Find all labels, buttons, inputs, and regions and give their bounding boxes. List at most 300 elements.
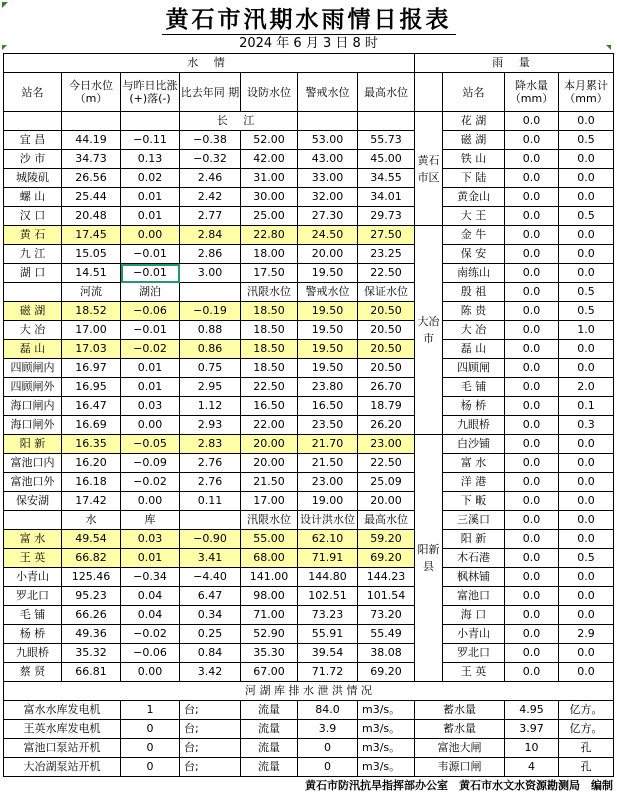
- rainfall-value: 0.0: [505, 169, 559, 188]
- lake-section-label: 湖泊: [121, 283, 180, 302]
- river-last-year-cell: 0.86: [180, 340, 241, 359]
- river-c3-cell: 25.09: [358, 473, 415, 492]
- rainfall-value: 0.0: [505, 530, 559, 549]
- rain-station-name: 三溪口: [443, 511, 505, 530]
- storage-unit: 孔: [559, 758, 614, 777]
- rainfall-value: 0.0: [505, 511, 559, 530]
- reservoir-last-year-cell: 3.41: [180, 549, 241, 568]
- river-name-cell: 海口闸外: [4, 416, 62, 435]
- rainfall-value: 0.0: [505, 587, 559, 606]
- discharge-flow-value: 0: [298, 758, 358, 777]
- storage-label: 蓄水量: [415, 720, 505, 739]
- storage-unit: 亿方。: [559, 701, 614, 720]
- month-total-value: 0.0: [559, 644, 614, 663]
- month-total-value: 0.0: [559, 226, 614, 245]
- yangtze-highest-cell: 34.55: [358, 169, 415, 188]
- yangtze-highest-cell: 45.00: [358, 150, 415, 169]
- discharge-facility-name: 富池口泵站开机: [4, 739, 121, 758]
- reservoir-diff-cell: 0.04: [121, 606, 180, 625]
- rain-station-name: 白沙铺: [443, 435, 505, 454]
- table-row: [4, 530, 614, 549]
- river-section-label: 河流: [62, 283, 121, 302]
- reservoir-c2-cell: 71.91: [298, 549, 358, 568]
- river-c1-cell: 21.50: [241, 473, 298, 492]
- yangtze-diff-cell: −0.01: [121, 245, 180, 264]
- design-flood-col-header: 设计洪水位: [298, 511, 358, 530]
- report-footer: 黄石市防汛抗旱指挥部办公室 黄石市水文水资源勘测局 编制: [305, 779, 613, 792]
- section-spacer: [4, 511, 62, 530]
- flood-limit-col-header: 汛限水位: [241, 511, 298, 530]
- reservoir-section-label: 水: [62, 511, 121, 530]
- reservoir-name-cell: 王 英: [4, 549, 62, 568]
- reservoir-c2-cell: 144.80: [298, 568, 358, 587]
- table-row: [4, 701, 614, 720]
- yangtze-name-cell: 黄 石: [4, 226, 62, 245]
- storage-unit: 孔: [559, 739, 614, 758]
- discharge-flow-label: 流量: [241, 701, 298, 720]
- yangtze-diff-cell: −0.01: [121, 264, 180, 283]
- river-c2-cell: 23.50: [298, 416, 358, 435]
- rain-station-name: 保 安: [443, 245, 505, 264]
- reservoir-section-label: 库: [121, 511, 180, 530]
- river-diff-cell: −0.09: [121, 454, 180, 473]
- table-row: [4, 397, 614, 416]
- section-spacer: [358, 112, 415, 131]
- reservoir-today-cell: 49.54: [62, 530, 121, 549]
- table-row: [4, 264, 614, 283]
- yangtze-warning-cell: 27.30: [298, 207, 358, 226]
- rain-group-col-header: [415, 73, 443, 112]
- month-total-value: 0.0: [559, 587, 614, 606]
- reservoir-name-cell: 小青山: [4, 568, 62, 587]
- rain-station-name: 毛 铺: [443, 378, 505, 397]
- table-row: [4, 720, 614, 739]
- section-spacer: [180, 511, 241, 530]
- rain-station-name: 富池口: [443, 587, 505, 606]
- yangtze-last-year-cell: −0.38: [180, 131, 241, 150]
- month-total-value: 0.0: [559, 473, 614, 492]
- river-diff-cell: −0.06: [121, 302, 180, 321]
- table-row: [4, 435, 614, 454]
- table-row: [4, 207, 614, 226]
- discharge-count-unit: 台;: [180, 701, 241, 720]
- discharge-count: 1: [121, 701, 180, 720]
- river-name-cell: 阳 新: [4, 435, 62, 454]
- discharge-flow-label: 流量: [241, 720, 298, 739]
- river-today-cell: 18.52: [62, 302, 121, 321]
- discharge-flow-value: 84.0: [298, 701, 358, 720]
- river-c2-cell: 19.50: [298, 340, 358, 359]
- reservoir-c3-cell: 69.20: [358, 663, 415, 682]
- yangtze-today-cell: 14.51: [62, 264, 121, 283]
- river-today-cell: 17.03: [62, 340, 121, 359]
- table-row: [4, 549, 614, 568]
- highest-level-col-header: 最高水位: [358, 73, 415, 112]
- storage-label: 韦源口闸: [415, 758, 505, 777]
- reservoir-last-year-cell: −4.40: [180, 568, 241, 587]
- rain-station-name: 下 畈: [443, 492, 505, 511]
- reservoir-last-year-cell: 6.47: [180, 587, 241, 606]
- discharge-count: 0: [121, 720, 180, 739]
- river-c3-cell: 20.50: [358, 359, 415, 378]
- reservoir-c2-cell: 39.54: [298, 644, 358, 663]
- reservoir-name-cell: 杨 桥: [4, 625, 62, 644]
- section-spacer: [180, 283, 241, 302]
- month-total-value: 0.0: [559, 663, 614, 682]
- table-row: [4, 54, 614, 73]
- rain-group-label: 大冶市: [415, 226, 443, 435]
- reservoir-c2-cell: 71.72: [298, 663, 358, 682]
- rainfall-value: 0.0: [505, 207, 559, 226]
- river-c1-cell: 22.50: [241, 378, 298, 397]
- table-row: [4, 150, 614, 169]
- rain-station-name: 洋 港: [443, 473, 505, 492]
- reservoir-today-cell: 49.36: [62, 625, 121, 644]
- discharge-flow-label: 流量: [241, 758, 298, 777]
- yangtze-defense-cell: 42.00: [241, 150, 298, 169]
- yangtze-highest-cell: 22.50: [358, 264, 415, 283]
- river-today-cell: 16.20: [62, 454, 121, 473]
- yangtze-diff-cell: 0.02: [121, 169, 180, 188]
- vs-yesterday-col-header: 与昨日比涨(+)落(-): [121, 73, 180, 112]
- river-c1-cell: 18.50: [241, 321, 298, 340]
- yangtze-defense-cell: 25.00: [241, 207, 298, 226]
- river-c2-cell: 23.80: [298, 378, 358, 397]
- rain-station-name: 杨 桥: [443, 397, 505, 416]
- rainfall-value: 0.0: [505, 549, 559, 568]
- reservoir-c3-cell: 55.49: [358, 625, 415, 644]
- river-diff-cell: −0.01: [121, 321, 180, 340]
- storage-value: 4: [505, 758, 559, 777]
- river-name-cell: 保安湖: [4, 492, 62, 511]
- section-spacer: [62, 112, 121, 131]
- reservoir-c3-cell: 144.23: [358, 568, 415, 587]
- reservoir-c1-cell: 71.00: [241, 606, 298, 625]
- river-last-year-cell: 2.83: [180, 435, 241, 454]
- month-total-value: 0.0: [559, 435, 614, 454]
- reservoir-c1-cell: 55.00: [241, 530, 298, 549]
- rain-station-name: 南练山: [443, 264, 505, 283]
- discharge-flow-value: 3.9: [298, 720, 358, 739]
- river-c3-cell: 20.50: [358, 321, 415, 340]
- rain-station-name: 富 水: [443, 454, 505, 473]
- discharge-flow-value: 0: [298, 739, 358, 758]
- table-row: [4, 73, 614, 112]
- reservoir-name-cell: 罗北口: [4, 587, 62, 606]
- rain-station-name: 枫林铺: [443, 568, 505, 587]
- yangtze-name-cell: 沙 市: [4, 150, 62, 169]
- reservoir-c1-cell: 52.90: [241, 625, 298, 644]
- yangtze-diff-cell: 0.01: [121, 207, 180, 226]
- rainfall-value: 0.0: [505, 644, 559, 663]
- month-total-value: 0.0: [559, 606, 614, 625]
- table-row: [4, 758, 614, 777]
- month-total-value: 0.5: [559, 207, 614, 226]
- yangtze-warning-cell: 32.00: [298, 188, 358, 207]
- report-title: 黄石市汛期水雨情日报表: [0, 6, 617, 34]
- yangtze-defense-cell: 31.00: [241, 169, 298, 188]
- river-last-year-cell: 2.93: [180, 416, 241, 435]
- river-c3-cell: 20.00: [358, 492, 415, 511]
- yangtze-highest-cell: 27.50: [358, 226, 415, 245]
- rainfall-value: 0.0: [505, 226, 559, 245]
- storage-label: 富池大闸: [415, 739, 505, 758]
- rain-station-col-header: 站名: [443, 73, 505, 112]
- rain-station-name: 四顾闸: [443, 359, 505, 378]
- river-c2-cell: 19.50: [298, 359, 358, 378]
- discharge-count: 0: [121, 739, 180, 758]
- discharge-flow-unit: m3/s。: [358, 739, 415, 758]
- reservoir-diff-cell: 0.00: [121, 663, 180, 682]
- rainfall-value: 0.0: [505, 131, 559, 150]
- river-c1-cell: 17.00: [241, 492, 298, 511]
- rain-station-name: 花 湖: [443, 112, 505, 131]
- month-total-value: 0.5: [559, 283, 614, 302]
- defense-level-col-header: 设防水位: [241, 73, 298, 112]
- river-last-year-cell: 2.76: [180, 454, 241, 473]
- river-last-year-cell: 0.75: [180, 359, 241, 378]
- storage-value: 3.97: [505, 720, 559, 739]
- river-today-cell: 16.95: [62, 378, 121, 397]
- rainfall-value: 0.0: [505, 321, 559, 340]
- month-total-value: 2.0: [559, 378, 614, 397]
- reservoir-today-cell: 66.82: [62, 549, 121, 568]
- yangtze-diff-cell: 0.13: [121, 150, 180, 169]
- river-c2-cell: 21.50: [298, 454, 358, 473]
- guarantee-col-header: 保证水位: [358, 283, 415, 302]
- rainfall-value: 0.0: [505, 283, 559, 302]
- yangtze-diff-cell: 0.01: [121, 188, 180, 207]
- table-row: [4, 169, 614, 188]
- yangtze-last-year-cell: 2.77: [180, 207, 241, 226]
- month-total-col-header: 本月累计（mm）: [559, 73, 614, 112]
- rain-station-name: 海 口: [443, 606, 505, 625]
- discharge-count-unit: 台;: [180, 720, 241, 739]
- table-row: [4, 682, 614, 701]
- rain-station-name: 王 英: [443, 663, 505, 682]
- table-row: [4, 226, 614, 245]
- rainfall-value: 0.0: [505, 150, 559, 169]
- table-row: [4, 321, 614, 340]
- discharge-facility-name: 大冶湖泵站开机: [4, 758, 121, 777]
- rainfall-col-header: 降水量（mm）: [505, 73, 559, 112]
- table-row: [4, 587, 614, 606]
- month-total-value: 0.0: [559, 568, 614, 587]
- yangtze-defense-cell: 30.00: [241, 188, 298, 207]
- rainfall-value: 0.0: [505, 473, 559, 492]
- month-total-value: 0.0: [559, 511, 614, 530]
- rain-station-name: 罗北口: [443, 644, 505, 663]
- yangtze-today-cell: 34.73: [62, 150, 121, 169]
- rain-section-header: 雨 量: [415, 54, 614, 73]
- rainfall-value: 0.0: [505, 340, 559, 359]
- river-c2-cell: 19.00: [298, 492, 358, 511]
- reservoir-diff-cell: −0.02: [121, 625, 180, 644]
- reservoir-c1-cell: 35.30: [241, 644, 298, 663]
- yangtze-name-cell: 汉 口: [4, 207, 62, 226]
- yangtze-today-cell: 20.48: [62, 207, 121, 226]
- rain-group-label: 黄石市区: [415, 112, 443, 226]
- section-spacer: [298, 112, 358, 131]
- river-name-cell: 大 冶: [4, 321, 62, 340]
- river-last-year-cell: 1.12: [180, 397, 241, 416]
- yangtze-defense-cell: 52.00: [241, 131, 298, 150]
- rain-station-name: 陈 贵: [443, 302, 505, 321]
- yangtze-warning-cell: 43.00: [298, 150, 358, 169]
- table-row: [4, 359, 614, 378]
- vs-last-year-col-header: 比去年同 期: [180, 73, 241, 112]
- river-name-cell: 四顾闸外: [4, 378, 62, 397]
- river-c1-cell: 20.00: [241, 454, 298, 473]
- river-last-year-cell: 0.11: [180, 492, 241, 511]
- yangtze-last-year-cell: 2.42: [180, 188, 241, 207]
- river-diff-cell: −0.05: [121, 435, 180, 454]
- table-row: [4, 340, 614, 359]
- table-row: [4, 625, 614, 644]
- table-row: [4, 283, 614, 302]
- discharge-flow-unit: m3/s。: [358, 720, 415, 739]
- table-row: [4, 568, 614, 587]
- rainfall-value: 0.0: [505, 302, 559, 321]
- month-total-value: 0.0: [559, 264, 614, 283]
- rainfall-value: 0.0: [505, 492, 559, 511]
- table-row: [4, 739, 614, 758]
- river-last-year-cell: 2.76: [180, 473, 241, 492]
- reservoir-diff-cell: −0.34: [121, 568, 180, 587]
- table-row: [4, 473, 614, 492]
- river-last-year-cell: 2.95: [180, 378, 241, 397]
- rainfall-value: 0.0: [505, 264, 559, 283]
- rainfall-value: 0.0: [505, 188, 559, 207]
- river-diff-cell: −0.02: [121, 340, 180, 359]
- yangtze-defense-cell: 22.80: [241, 226, 298, 245]
- month-total-value: 0.3: [559, 416, 614, 435]
- rainfall-value: 0.0: [505, 245, 559, 264]
- yangtze-diff-cell: −0.11: [121, 131, 180, 150]
- river-c1-cell: 20.00: [241, 435, 298, 454]
- reservoir-last-year-cell: 0.84: [180, 644, 241, 663]
- reservoir-c2-cell: 62.10: [298, 530, 358, 549]
- table-row: [4, 663, 614, 682]
- warning-col-header: 警戒水位: [298, 283, 358, 302]
- reservoir-diff-cell: 0.01: [121, 549, 180, 568]
- month-total-value: 0.0: [559, 454, 614, 473]
- table-row: [4, 511, 614, 530]
- reservoir-today-cell: 95.23: [62, 587, 121, 606]
- river-diff-cell: 0.01: [121, 378, 180, 397]
- reservoir-c2-cell: 55.91: [298, 625, 358, 644]
- river-diff-cell: 0.03: [121, 397, 180, 416]
- month-total-value: 0.5: [559, 302, 614, 321]
- reservoir-c1-cell: 98.00: [241, 587, 298, 606]
- reservoir-diff-cell: 0.04: [121, 587, 180, 606]
- storage-unit: 亿方。: [559, 720, 614, 739]
- river-today-cell: 16.18: [62, 473, 121, 492]
- rain-station-name: 下 陆: [443, 169, 505, 188]
- rainfall-value: 0.0: [505, 606, 559, 625]
- yangtze-last-year-cell: 2.86: [180, 245, 241, 264]
- river-last-year-cell: −0.19: [180, 302, 241, 321]
- rainfall-value: 0.0: [505, 112, 559, 131]
- yangtze-today-cell: 25.44: [62, 188, 121, 207]
- reservoir-c1-cell: 141.00: [241, 568, 298, 587]
- reservoir-today-cell: 125.46: [62, 568, 121, 587]
- rain-station-name: 大 王: [443, 207, 505, 226]
- section-spacer: [4, 283, 62, 302]
- table-row: [4, 416, 614, 435]
- yangtze-warning-cell: 24.50: [298, 226, 358, 245]
- discharge-count-unit: 台;: [180, 758, 241, 777]
- river-c3-cell: 20.50: [358, 302, 415, 321]
- rainfall-value: 0.0: [505, 397, 559, 416]
- rain-station-name: 黄金山: [443, 188, 505, 207]
- month-total-value: 0.0: [559, 340, 614, 359]
- reservoir-c2-cell: 73.23: [298, 606, 358, 625]
- month-total-value: 1.0: [559, 321, 614, 340]
- reservoir-diff-cell: 0.03: [121, 530, 180, 549]
- river-today-cell: 16.69: [62, 416, 121, 435]
- yangtze-defense-cell: 18.00: [241, 245, 298, 264]
- discharge-flow-unit: m3/s。: [358, 701, 415, 720]
- river-name-cell: 富池口外: [4, 473, 62, 492]
- table-row: [4, 245, 614, 264]
- yangtze-defense-cell: 17.50: [241, 264, 298, 283]
- month-total-value: 0.0: [559, 359, 614, 378]
- rainfall-value: 0.0: [505, 435, 559, 454]
- river-today-cell: 16.47: [62, 397, 121, 416]
- report-date: 2024 年 6 月 3 日 8 时: [239, 36, 378, 51]
- river-c3-cell: 26.70: [358, 378, 415, 397]
- discharge-count-unit: 台;: [180, 739, 241, 758]
- river-c3-cell: 23.00: [358, 435, 415, 454]
- yangtze-name-cell: 湖 口: [4, 264, 62, 283]
- rain-group-label: 阳新县: [415, 435, 443, 682]
- reservoir-c3-cell: 59.20: [358, 530, 415, 549]
- table-row: [4, 112, 614, 131]
- month-total-value: 0.0: [559, 112, 614, 131]
- river-c2-cell: 21.70: [298, 435, 358, 454]
- table-row: [4, 454, 614, 473]
- yangtze-warning-cell: 19.50: [298, 264, 358, 283]
- reservoir-today-cell: 66.81: [62, 663, 121, 682]
- warning-level-col-header: 警戒水位: [298, 73, 358, 112]
- rain-station-name: 殷 祖: [443, 283, 505, 302]
- month-total-value: 0.1: [559, 397, 614, 416]
- river-diff-cell: 0.00: [121, 416, 180, 435]
- river-today-cell: 16.35: [62, 435, 121, 454]
- discharge-facility-name: 王英水库发电机: [4, 720, 121, 739]
- yangtze-last-year-cell: 2.46: [180, 169, 241, 188]
- yangtze-warning-cell: 33.00: [298, 169, 358, 188]
- yangtze-warning-cell: 53.00: [298, 131, 358, 150]
- table-row: [4, 492, 614, 511]
- month-total-value: 0.0: [559, 245, 614, 264]
- reservoir-name-cell: 毛 铺: [4, 606, 62, 625]
- river-name-cell: 富池口内: [4, 454, 62, 473]
- table-row: [4, 302, 614, 321]
- river-c3-cell: 20.50: [358, 340, 415, 359]
- reservoir-diff-cell: −0.06: [121, 644, 180, 663]
- rain-station-name: 九眼桥: [443, 416, 505, 435]
- river-c2-cell: 16.50: [298, 397, 358, 416]
- reservoir-c1-cell: 67.00: [241, 663, 298, 682]
- yangtze-today-cell: 17.45: [62, 226, 121, 245]
- table-row: [4, 188, 614, 207]
- flood-limit-col-header: 汛限水位: [241, 283, 298, 302]
- reservoir-last-year-cell: 3.42: [180, 663, 241, 682]
- discharge-flow-unit: m3/s。: [358, 758, 415, 777]
- month-total-value: 0.0: [559, 169, 614, 188]
